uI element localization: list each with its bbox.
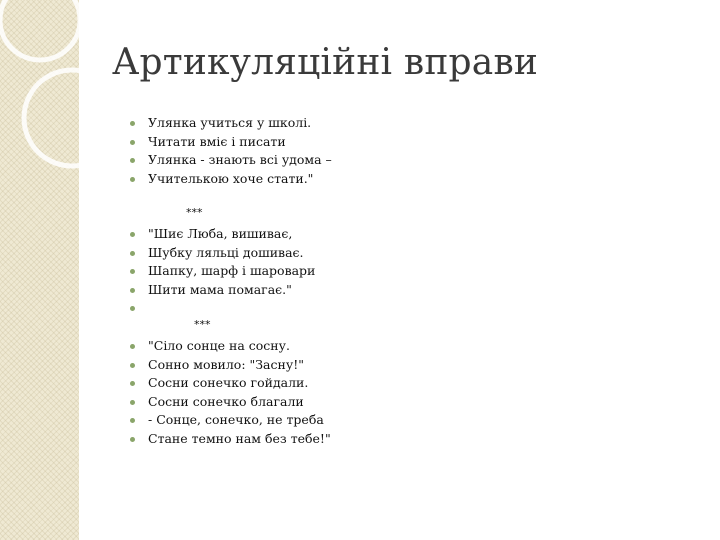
bullet-icon (130, 306, 135, 311)
list-item: Учителькою хоче стати." (130, 170, 332, 189)
verse-list-3 (130, 337, 331, 448)
bullet-icon (130, 269, 135, 274)
decorative-circles (0, 0, 79, 540)
list-item: - Сонце, сонечко, не треба (130, 411, 331, 430)
list-item: Улянка учиться у школі. (130, 114, 332, 133)
list-item: "Шиє Люба, вишиває, (130, 225, 315, 244)
bullet-icon (130, 400, 135, 405)
list-item: "Сіло сонце на сосну. (130, 337, 331, 356)
list-item: Стане темно нам без тебе!" (130, 430, 331, 449)
bullet-icon (130, 140, 135, 145)
bullet-icon (130, 363, 135, 368)
list-item (130, 299, 315, 318)
list-item: Шити мама помагає." (130, 281, 315, 300)
bullet-icon (130, 288, 135, 293)
bullet-icon (130, 121, 135, 126)
separator-stars-2: *** (194, 318, 211, 331)
bullet-icon (130, 251, 135, 256)
list-item: Сонно мовило: "Засну!" (130, 356, 331, 375)
bullet-icon (130, 437, 135, 442)
verse-list-2 (130, 225, 315, 318)
bullet-icon (130, 344, 135, 349)
list-item: Улянка - знають всі удома – (130, 151, 332, 170)
list-item: Сосни сонечко гойдали. (130, 374, 331, 393)
bullet-icon (130, 418, 135, 423)
list-item: Читати вміє і писати (130, 133, 332, 152)
verse-list-1 (130, 114, 332, 188)
list-item: Шубку ляльці дошиває. (130, 244, 315, 263)
bullet-icon (130, 177, 135, 182)
list-item: Шапку, шарф і шаровари (130, 262, 315, 281)
list-item: Сосни сонечко благали (130, 393, 331, 412)
slide-title: Артикуляційні вправи (112, 42, 539, 83)
bullet-icon (130, 381, 135, 386)
separator-stars-1: *** (186, 206, 203, 219)
bullet-icon (130, 158, 135, 163)
bullet-icon (130, 232, 135, 237)
